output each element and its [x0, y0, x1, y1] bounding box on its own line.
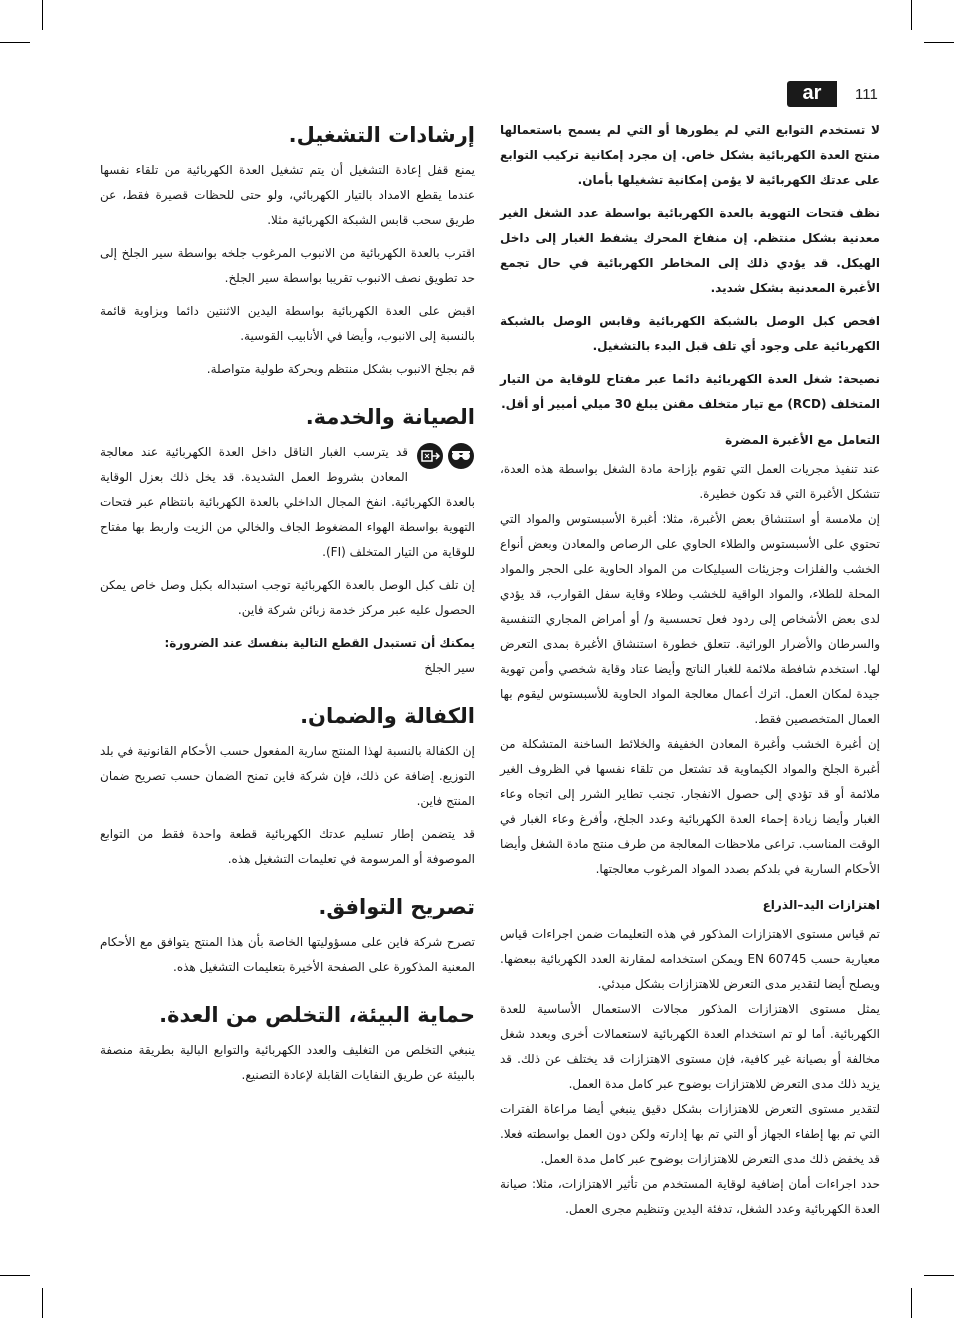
safety-paragraph: نظف فتحات التهوية بالعدة الكهربائية بواسطة عدد الشغل الغير معدنية بشكل منتظم. إن منفاخ المحرك يشفط الغبار إلى داخل الهيكل. قد يؤدي ذلك إلى المخاطر الكهربائية في حال تجمع الأغبرة المعدنية بشكل شديد.	[500, 206, 880, 295]
safety-paragraph: نصيحة: شغل العدة الكهربائية دائما عبر مفتاح للوقاية من التيار المتخلف (RCD) مع تيار متخلف مقنن يبلغ 30 ميلي أمبير أو أقل.	[500, 372, 880, 411]
body-paragraph: اقترب بالعدة الكهربائية من الانبوب المرغوب جلخه بواسطة سير الجلخ إلى حد تطويق نصف الانبوب تقريبا بواسطة سير الجلخ.	[100, 246, 475, 285]
vibration-heading: اهتزازات اليد–الذراع	[762, 898, 880, 912]
maintenance-heading: الصيانة والخدمة.	[305, 405, 475, 429]
crop-mark	[42, 0, 43, 30]
crop-mark	[42, 1288, 43, 1318]
safety-paragraph: لا تستخدم التوابع التي لم يطورها أو التي لم يسمح باستعمالها منتج العدة الكهربائية بشكل خاص. إن مجرد إمكانية تركيب التوابع على عدتك الكهربائية لا يؤمن إمكانية تشغيلها بأمان.	[500, 123, 880, 187]
body-paragraph: إن تلف كبل الوصل بالعدة الكهربائية توجب استبداله بكبل وصل خاص يمكن الحصول عليه عبر مركز خدمة زبائن شركة فاين.	[100, 578, 475, 617]
language-badge: ar	[787, 81, 837, 107]
maintenance-icons	[416, 442, 475, 470]
dust-heading: التعامل مع الأغبرة المضرة	[725, 433, 880, 447]
replaceable-parts-label: يمكنك أن تستبدل القطع التالية بنفسك عند الضرورة:	[164, 636, 475, 650]
crop-mark	[911, 0, 912, 30]
page-number: 111	[855, 86, 878, 103]
crop-mark	[924, 42, 954, 43]
body-paragraph: لتقدير مستوى التعرض للاهتزازات بشكل دقيق ينبغي أيضا مراعاة الفترات التي تم بها إطفاء الجهاز أو التي تم بها إدارته ولكن دون العمل بواسطته فعلا. قد يخفض ذلك مدى التعرض للاهتزازات بوضوح عبر كامل مدة العمل.	[500, 1102, 880, 1166]
body-paragraph: قم بجلخ الانبوب بشكل منتظم وبحركة طولية متواصلة.	[206, 362, 475, 376]
replaceable-part-item: سير الجلخ	[424, 661, 475, 675]
body-paragraph: قد يتضمن إطار تسليم عدتك الكهربائية قطعة واحدة فقط من التوابع الموصوفة أو المرسومة في تعليمات التشغيل هذه.	[100, 827, 475, 866]
operation-heading: إرشادات التشغيل.	[288, 123, 475, 147]
body-paragraph: إن أغبرة الخشب وأغبرة المعادن الخفيفة والخلائط الساخنة المتشكلة من أغبرة الجلخ والمواد الكيماوية قد تشتعل من تلقاء نفسها في الظروف الغير ملائمة أو قد تؤدي إلى حصول الانفجار. تجنب تطاير الشرر إلى اتجاه وعاء الغبار وأيضا زيادة إحماء العدة الكهربائية وعدد الجلخ، وأفرغ وعاء الغبار في الوقت المناسب. تراعى ملاحظات المعالجة من طرف منتج مادة الشغل وأيضا الأحكام السارية في بلدكم بصدد المواد المرغوب معالجتها.	[500, 737, 880, 876]
body-paragraph: تصرح شركة فاين على مسؤوليتها الخاصة بأن هذا المنتج يتوافق مع الأحكام المعنية المذكورة على الصفحة الأخيرة بتعليمات التشغيل هذه.	[100, 935, 475, 974]
protective-goggles-icon	[447, 442, 475, 470]
right-column	[500, 118, 880, 1230]
body-paragraph: إن الكفالة بالنسبة لهذا المنتج سارية المفعول حسب الأحكام القانونية في بلد التوزيع. إضافة عن ذلك، فإن شركة فاين تمنح الضمان حسب تصريح ضمان المنتج فاين.	[100, 744, 475, 808]
crop-mark	[924, 1275, 954, 1276]
body-paragraph: عند تنفيذ مجريات العمل التي تقوم بإزاحة مادة الشغل بواسطة هذه العدة، تتشكل الأغبرة التي قد تكون خطيرة.	[500, 462, 880, 501]
body-paragraph: إن ملامسة أو استنشاق بعض الأغبرة، مثلا: أغبرة الأسبستوس والمواد التي تحتوي على الأسبستوس والطلاء الحاوي على الرصاص والمعادن وبعض أنواع الخشب والفلزات وجزيئات السيليكات من المواد الحاوية على الحجر والمواد المحلة للطلاء، والمواد الواقية للخشب وطلاء وقاية سفل القوارب، قد يؤدي لدى بعض الأشخاص إلى ردود فعل تحسسية و/ أو أمراض المجاري التنفسية والسرطان والأضرار الوراثية. تتعلق خطورة استنشاق الأغبرة بمدى التعرض لها. استخدم شافطة ملائمة للغبار الناتج وأيضا عتاد وقاية شخصي وأمن تهوية جيدة لمكان العمل. اترك أعمال معالجة المواد الحاوية للأسبستوس ليقوم بها العمال المتخصصين فقط.	[500, 512, 880, 726]
body-paragraph: ينبغي التخلص من التغليف والعدد الكهربائية والتوابع البالية بطريقة منصفة بالبيئة عن طريق النفايات القابلة لإعادة التصنيع.	[100, 1043, 475, 1082]
environment-heading: حماية البيئة، التخلص من العدة.	[159, 1003, 475, 1027]
safety-paragraph: افحص كبل الوصل بالشبكة الكهربائية وقابس الوصل بالشبكة الكهربائية على وجود أي تلف قبل البدء بالتشغيل.	[500, 314, 880, 353]
compressed-air-blowout-icon	[416, 442, 444, 470]
body-paragraph: حدد اجراءات أمان إضافية لوقاية المستخدم من تأثير الاهتزازات، مثلا: صيانة العدة الكهربائية وعدد الشغل، تدفئة اليدين وتنظيم مجرى العمل.	[500, 1177, 880, 1216]
crop-mark	[911, 1288, 912, 1318]
maintenance-text: قد يترسب الغبار الناقل داخل العدة الكهربائية عند معالجة المعادن بشروط العمل الشديدة. قد يخل ذلك بعزل الوقاية بالعدة الكهربائية. انفخ المجال الداخلي بالعدة الكهربائية بانتظام عبر فتحات التهوية بواسطة الهواء المضغوط الجاف والخالي من الزيت واربط بها مفتاح للوقاية من التيار المتخلف (FI).	[100, 445, 475, 559]
body-paragraph: اقبض على العدة الكهربائية بواسطة اليدين الاثنتين دائما وبزاوية قائمة بالنسبة إلى الانبوب، وأيضا في الأنابيب القوسية.	[100, 304, 475, 343]
left-column	[100, 120, 475, 1096]
crop-mark	[0, 1275, 30, 1276]
crop-mark	[0, 42, 30, 43]
body-paragraph: تم قياس مستوى الاهتزازات المذكور في هذه التعليمات ضمن اجراءات قياس معيارية حسب EN 60745 ويمكن استخدامه لمقارنة العدد الكهربائية ببعضها. ويصلح أيضا لتقدير مدى التعرض للاهتزازات بشكل مبدئي.	[500, 927, 881, 991]
body-paragraph: يمثل مستوى الاهتزازات المذكور مجالات الاستعمال الأساسية للعدة الكهربائية. أما لو تم استخدام العدة الكهربائية لاستعمالات أخرى وبعدد شغل مخالفة أو بصيانة غير كافية، فإن مستوى الاهتزازات قد يختلف عن ذلك. قد يزيد ذلك مدى التعرض للاهتزازات بوضوح عبر كامل مدة العمل.	[500, 1002, 880, 1091]
conformity-heading: تصريح التوافق.	[318, 895, 475, 919]
body-paragraph: يمنع قفل إعادة التشغيل أن يتم تشغيل العدة الكهربائية من تلقاء نفسها عندما يقطع الامداد بالتيار الكهربائي، ولو حتى للحظات قصيرة فقط، عن طريق سحب قابس الشبكة الكهربائية مثلا.	[100, 163, 475, 227]
body-paragraph	[100, 440, 475, 565]
warranty-heading: الكفالة والضمان.	[300, 704, 475, 728]
